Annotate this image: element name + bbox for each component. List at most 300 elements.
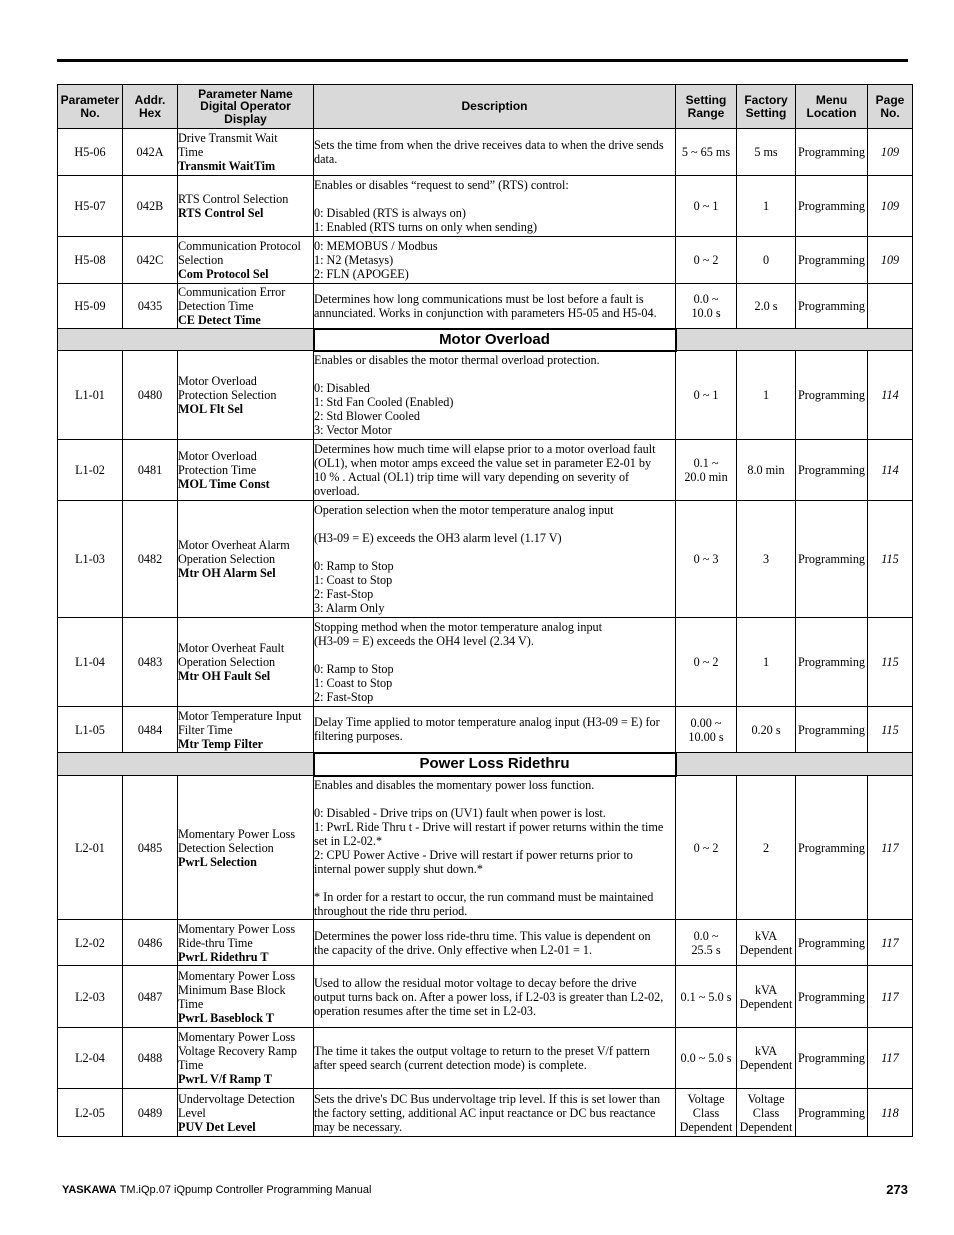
parameter-no-cell [58,1089,123,1137]
page-no-cell [868,284,913,329]
parameter-no: H5-07 [74,199,106,213]
description-line: 0: Disabled [314,381,370,396]
description-paragraph [314,1044,675,1072]
digital-operator-display: MOL Flt Sel [178,402,243,416]
description-line: Stopping method when the motor temperature analog input [314,620,603,634]
description-line: annunciated. Works in conjunction with parameters H5-05 and H5-04. [314,305,657,320]
description-cell [314,618,676,707]
parameter-no: L2-02 [75,935,105,950]
menu-location: Programming [797,1105,866,1120]
parameter-no-cell [58,966,123,1028]
description-line: Determines how much time will elapse prior to a motor overload fault [314,442,656,456]
parameter-name-line: Operation Selection [178,552,276,566]
page-footer [62,1184,371,1197]
description-paragraph [314,890,675,918]
header-line: Menu [815,93,848,107]
header-row [58,85,913,129]
menu-location: Programming [797,463,866,477]
header-line: No. [880,105,900,120]
header-line: Setting [685,93,727,107]
addr-hex-cell [123,176,178,237]
addr-hex-cell [123,1028,178,1089]
addr-hex-cell [123,707,178,753]
description-line: the capacity of the drive. Only effective when L2-01 = 1. [314,942,593,957]
parameter-name-line: Communication Protocol [178,239,301,253]
menu-location-cell [796,176,868,237]
factory-setting-line: 2 [762,840,770,855]
setting-range-cell [676,129,737,176]
menu-location: Programming [797,989,866,1004]
factory-setting-line: 0 [762,253,770,267]
setting-range-line: 0 ~ 2 [693,840,719,855]
header-page-no [868,85,913,129]
parameter-name-line: Motor Overload [178,374,257,388]
digital-operator-display: PUV Det Level [178,1119,256,1134]
description-cell [314,776,676,920]
description-line: Determines the power loss ride-thru time. This value is dependent on [314,928,651,943]
parameter-name-line: Level [178,1105,206,1120]
addr-hex-cell [123,237,178,284]
description-line: 3: Vector Motor [314,423,392,438]
digital-operator-display: MOL Time Const [178,477,270,491]
description-cell [314,707,676,753]
factory-setting-cell [737,707,796,753]
factory-setting-line: Voltage [747,1091,785,1106]
setting-range-cell [676,501,737,618]
parameter-name-line: Motor Overheat Fault [178,641,285,655]
parameter-no: L2-04 [75,1051,105,1065]
digital-operator-display: PwrL V/f Ramp T [178,1072,273,1086]
menu-location: Programming [797,299,866,313]
addr-hex: 0480 [137,388,163,402]
parameter-name-line: Momentary Power Loss [178,968,296,983]
addr-hex-cell [123,618,178,707]
description-line: 0: Ramp to Stop [314,662,394,676]
description-line: overload. [314,484,360,498]
addr-hex-cell [123,501,178,618]
parameter-name-cell [178,284,314,329]
digital-operator-display: PwrL Baseblock T [178,1010,274,1025]
setting-range-cell [676,966,737,1028]
description-paragraph [314,620,675,648]
description-cell [314,440,676,501]
digital-operator-display: Com Protocol Sel [178,267,269,281]
factory-setting-cell [737,284,796,329]
page-no-cell [868,237,913,284]
menu-location-cell [796,707,868,753]
addr-hex: 042B [136,199,164,213]
description-cell [314,351,676,440]
page-no-cell [868,776,913,920]
factory-setting-cell [737,351,796,440]
section-fill-right [676,329,913,351]
setting-range-line: 0 ~ 1 [693,199,719,213]
factory-setting-cell [737,501,796,618]
parameter-name-cell [178,920,314,966]
setting-range-cell [676,707,737,753]
section-title: Power Loss Ridethru [314,753,676,776]
description-paragraph [314,531,675,545]
addr-hex: 0481 [137,463,163,477]
description-line: Used to allow the residual motor voltage to decay before the drive [314,975,637,990]
description-paragraph [314,778,675,792]
parameter-row [58,284,913,329]
parameter-no: H5-09 [74,299,106,313]
menu-location-cell [796,618,868,707]
addr-hex: 0483 [137,655,163,669]
parameter-name-line: Ride-thru Time [178,935,253,950]
menu-location: Programming [797,655,866,669]
description-paragraph [314,292,675,320]
page-no-cell [868,1089,913,1137]
parameter-name-line: Motor Overload [178,449,257,463]
parameter-name-cell [178,237,314,284]
factory-setting-cell [737,440,796,501]
parameter-name-line: Protection Time [178,463,257,477]
addr-hex: 0484 [137,722,163,737]
menu-location-cell [796,501,868,618]
description-paragraph [314,138,675,166]
setting-range-cell [676,351,737,440]
menu-location-cell [796,284,868,329]
digital-operator-display: Mtr Temp Filter [178,736,264,751]
parameter-name-line: Momentary Power Loss [178,921,296,936]
parameter-name-cell [178,707,314,753]
parameter-name-cell [178,1028,314,1089]
parameter-name-cell [178,1089,314,1137]
factory-setting-line: kVA [754,928,778,943]
parameter-no: L2-05 [75,1105,105,1120]
digital-operator-display: PwrL Ridethru T [178,949,269,964]
header-menu-location [796,85,868,129]
description-cell [314,966,676,1028]
header-line: Hex [138,105,161,120]
setting-range-cell [676,284,737,329]
page-no-cell [868,966,913,1028]
parameter-no-cell [58,129,123,176]
addr-hex-cell [123,440,178,501]
description-line: the factory setting, additional AC input reactance or DC bus reactance [314,1105,656,1120]
menu-location: Programming [797,1051,866,1065]
addr-hex-cell [123,351,178,440]
header-line: Parameter Name [198,86,293,101]
addr-hex-cell [123,776,178,920]
digital-operator-display: RTS Control Sel [178,206,264,220]
factory-setting-cell [737,1028,796,1089]
parameter-no: L1-02 [75,463,105,477]
footer-manual-title: TM.iQp.07 iQpump Controller Programming Manual [119,1184,372,1196]
parameter-name-cell [178,618,314,707]
setting-range-cell [676,440,737,501]
factory-setting-line: Dependent [739,996,793,1011]
parameter-no-cell [58,776,123,920]
setting-range-line: Class [692,1105,720,1120]
description-paragraph [314,381,675,437]
factory-setting-cell [737,920,796,966]
header-line: Page [875,93,905,107]
factory-setting-line: 3 [762,552,770,566]
factory-setting-cell [737,966,796,1028]
addr-hex: 0435 [137,299,163,313]
factory-setting-line: 5 ms [754,145,778,159]
header-parameter-no [58,85,123,129]
setting-range-line: 0 ~ 3 [693,552,719,566]
description-line: Operation selection when the motor temperature analog input [314,503,614,517]
description-paragraph [314,559,675,615]
description-line: * In order for a restart to occur, the run command must be maintained [314,889,654,904]
parameter-table [57,84,913,1137]
menu-location: Programming [797,840,866,855]
parameter-no: L2-01 [75,840,105,855]
parameter-row [58,920,913,966]
page-no: 115 [881,552,899,566]
addr-hex-cell [123,284,178,329]
description-line: 2: Std Blower Cooled [314,409,420,424]
page-number: 273 [886,1182,908,1197]
factory-setting-line: 1 [762,655,770,669]
page-no-cell [868,176,913,237]
parameter-name-line: Communication Error [178,285,286,299]
parameter-name-line: Momentary Power Loss [178,826,296,841]
parameter-no-cell [58,237,123,284]
factory-setting-cell [737,618,796,707]
factory-setting-line: 1 [762,388,770,402]
section-row [58,753,913,776]
parameter-name-cell [178,176,314,237]
menu-location: Programming [797,935,866,950]
addr-hex: 0486 [137,935,163,950]
parameter-name-line: Momentary Power Loss [178,1030,296,1044]
addr-hex: 0488 [137,1051,163,1065]
factory-setting-line: 8.0 min [747,463,785,477]
parameter-name-line: Time [178,1058,204,1072]
parameter-name-cell [178,966,314,1028]
page-no: 118 [881,1105,899,1120]
parameter-no-cell [58,284,123,329]
page-no: 115 [881,655,899,669]
setting-range-line: 0.0 ~ [693,928,719,943]
setting-range-line: Voltage [687,1091,725,1106]
section-row [58,329,913,351]
page-no: 109 [880,253,900,267]
parameter-no: H5-06 [74,145,106,159]
description-line: after speed search (current detection mode) is complete. [314,1058,587,1072]
factory-setting-line: kVA [754,982,778,997]
page-no: 117 [881,935,899,950]
header-line: Addr. [134,93,166,107]
description-cell [314,501,676,618]
description-line: 1: Coast to Stop [314,573,393,587]
page-no-cell [868,618,913,707]
parameter-name-line: Minimum Base Block [178,982,286,997]
description-paragraph [314,239,675,281]
description-line: data. [314,152,338,166]
parameter-no-cell [58,618,123,707]
section-fill-left [58,753,314,776]
page-no: 114 [881,388,899,402]
addr-hex: 0489 [137,1105,163,1120]
page-no: 109 [880,145,900,159]
setting-range-line: 0.0 ~ 5.0 s [680,1051,732,1065]
description-cell [314,1028,676,1089]
menu-location-cell [796,237,868,284]
header-factory-setting [737,85,796,129]
factory-setting-cell [737,776,796,920]
description-line: 2: Fast-Stop [314,690,374,704]
parameter-no-cell [58,176,123,237]
description-cell [314,284,676,329]
factory-setting-cell [737,176,796,237]
parameter-row [58,440,913,501]
factory-setting-line: 1 [762,199,770,213]
setting-range-cell [676,618,737,707]
header-line: Location [806,105,857,120]
header-line: Description [461,99,528,114]
menu-location-cell [796,1028,868,1089]
setting-range-line: 0.00 ~ [690,715,722,730]
parameter-row [58,966,913,1028]
addr-hex: 0485 [137,840,163,855]
footer-brand: YASKAWA [62,1184,117,1196]
menu-location: Programming [797,388,866,402]
parameter-row [58,501,913,618]
description-cell [314,920,676,966]
factory-setting-cell [737,1089,796,1137]
description-line: throughout the ride thru period. [314,903,468,918]
parameter-name-line: Protection Selection [178,388,277,402]
menu-location: Programming [797,145,866,159]
description-line: operation resumes after the time set in L2-03. [314,1003,537,1018]
addr-hex: 042C [136,253,164,267]
addr-hex: 0487 [137,989,163,1004]
parameter-no-cell [58,707,123,753]
menu-location: Programming [797,552,866,566]
addr-hex-cell [123,966,178,1028]
menu-location-cell [796,1089,868,1137]
description-paragraph [314,503,675,517]
description-line: Enables or disables the motor thermal overload protection. [314,353,600,368]
parameter-row [58,176,913,237]
description-paragraph [314,806,675,876]
description-paragraph [314,715,675,743]
digital-operator-display: PwrL Selection [178,854,257,869]
parameter-no-cell [58,440,123,501]
parameter-no-cell [58,1028,123,1089]
setting-range-line: 0 ~ 2 [693,253,719,267]
description-line: Enables and disables the momentary power loss function. [314,777,595,792]
page-no-cell [868,129,913,176]
parameter-no: L1-04 [75,655,105,669]
page-no-cell [868,707,913,753]
description-line: (H3-09 = E) exceeds the OH3 alarm level (1.17 V) [314,531,562,545]
parameter-name-line: Motor Temperature Input [178,708,302,723]
setting-range-line: 10.0 s [691,306,721,320]
description-line: 2: Fast-Stop [314,587,374,601]
factory-setting-line: Class [752,1105,780,1120]
page-no: 109 [880,199,900,213]
factory-setting-line: Dependent [739,1119,793,1134]
description-line: output turns back on. After a power loss, if L2-03 is greater than L2-02, [314,989,664,1004]
menu-location-cell [796,129,868,176]
page-no-cell [868,440,913,501]
header-line: Digital Operator [200,99,291,114]
menu-location-cell [796,776,868,920]
page-no-cell [868,920,913,966]
header-line: Setting [745,105,787,120]
page-no: 114 [881,463,899,477]
parameter-name-cell [178,776,314,920]
description-line: 1: N2 (Metasys) [314,253,394,267]
description-line: 2: CPU Power Active - Drive will restart if power returns prior to [314,847,633,862]
parameter-row [58,237,913,284]
section-fill-right [676,753,913,776]
addr-hex: 042A [136,145,164,159]
setting-range-cell [676,1089,737,1137]
description-line: 1: Std Fan Cooled (Enabled) [314,395,454,410]
description-cell [314,176,676,237]
page-no: 117 [881,989,899,1004]
parameter-name-line: Detection Selection [178,840,274,855]
description-paragraph [314,178,675,192]
parameter-no: L1-03 [75,552,105,566]
description-line: internal power supply shut down.* [314,861,483,876]
factory-setting-line: 2.0 s [754,299,778,313]
description-line: 1: Enabled (RTS turns on only when sending) [314,220,538,234]
menu-location: Programming [797,253,866,267]
parameter-no: L2-03 [75,989,105,1004]
parameter-name-line: Time [178,996,204,1011]
addr-hex-cell [123,129,178,176]
setting-range-line: 20.0 min [684,470,728,484]
setting-range-line: 0.0 ~ [693,292,719,306]
parameter-name-line: Time [178,145,204,159]
menu-location-cell [796,920,868,966]
factory-setting-line: Dependent [739,942,793,957]
addr-hex: 0482 [137,552,163,566]
parameter-no-cell [58,501,123,618]
section-title: Motor Overload [314,329,676,351]
menu-location-cell [796,351,868,440]
page-no: 117 [881,1051,899,1065]
digital-operator-display: Transmit WaitTim [178,159,276,173]
menu-location: Programming [797,199,866,213]
header-line: Range [687,105,725,120]
parameter-name-line: RTS Control Selection [178,192,289,206]
description-line: set in L2-02.* [314,833,383,848]
parameter-name-line: Operation Selection [178,655,276,669]
parameter-name-line: Motor Overheat Alarm [178,538,290,552]
description-line: 0: Disabled - Drive trips on (UV1) fault when power is lost. [314,805,606,820]
factory-setting-line: 0.20 s [751,722,781,737]
description-cell [314,1089,676,1137]
table-header [58,85,913,129]
section-fill-left [58,329,314,351]
description-paragraph [314,662,675,704]
description-line: 1: PwrL Ride Thru t - Drive will restart if power returns within the time [314,819,664,834]
parameter-row [58,707,913,753]
parameter-name-cell [178,351,314,440]
digital-operator-display: Mtr OH Alarm Sel [178,566,276,580]
setting-range-cell [676,776,737,920]
description-line: filtering purposes. [314,729,403,744]
parameter-name-line: Voltage Recovery Ramp [178,1044,297,1058]
description-line: 0: Disabled (RTS is always on) [314,206,466,220]
setting-range-line: 25.5 s [691,942,721,957]
page-no: 117 [881,840,899,855]
description-paragraph [314,929,675,957]
description-line: (OL1), when motor amps exceed the value set in parameter E2-01 by [314,456,652,470]
description-line: 0: MEMOBUS / Modbus [314,239,438,253]
